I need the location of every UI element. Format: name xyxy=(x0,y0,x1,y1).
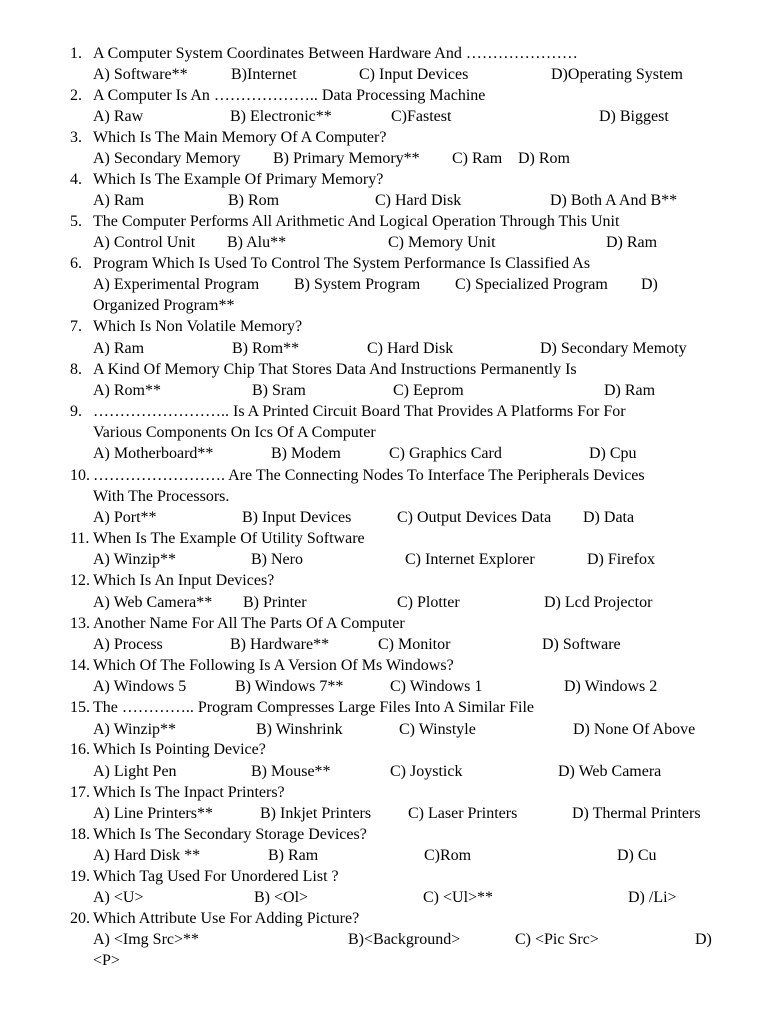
option-d: D) Web Camera xyxy=(558,763,662,780)
option-d: D) Cu xyxy=(617,847,657,864)
option-b: B) Ram xyxy=(268,847,319,864)
question-text: A Computer Is An ……………….. Data Processing Machine xyxy=(93,87,486,104)
option-c: C)Rom xyxy=(424,847,472,864)
option-a: A) Line Printers** xyxy=(93,805,213,822)
question-number: 5. xyxy=(70,213,82,230)
question-text: Which Is The Main Memory Of A Computer? xyxy=(93,129,387,146)
option-c: C) <Ul>** xyxy=(423,889,494,906)
question-text: The Computer Performs All Arithmetic And Logical Operation Through This Unit xyxy=(93,213,620,230)
option-b: B) Nero xyxy=(251,551,303,568)
option-b: B) <Ol> xyxy=(254,889,309,906)
option-d: D) /Li> xyxy=(628,889,677,906)
option-d: D) Rom xyxy=(518,150,570,167)
option-b: B) Winshrink xyxy=(256,721,343,738)
question-number: 16. xyxy=(70,741,90,758)
question-text: Which Is The Inpact Printers? xyxy=(93,784,285,801)
question-number: 19. xyxy=(70,868,90,885)
option-b: B) Primary Memory** xyxy=(273,150,420,167)
option-c: C) Hard Disk xyxy=(375,192,462,209)
question-text: Another Name For All The Parts Of A Computer xyxy=(93,615,405,632)
option-b: B) Modem xyxy=(271,445,341,462)
question-number: 14. xyxy=(70,657,90,674)
option-d-continuation: Organized Program** xyxy=(93,297,235,314)
option-b: B) Hardware** xyxy=(230,636,330,653)
option-b: B) Printer xyxy=(243,594,307,611)
option-c: C) Eeprom xyxy=(393,382,464,399)
question-text-continuation: With The Processors. xyxy=(93,488,230,505)
question-number: 4. xyxy=(70,171,82,188)
question-number: 18. xyxy=(70,826,90,843)
option-a: A) Rom** xyxy=(93,382,161,399)
question-text: …………………….. Is A Printed Circuit Board That Provides A Platforms For For xyxy=(93,403,626,420)
question-number: 20. xyxy=(70,910,90,927)
option-c: C) Graphics Card xyxy=(389,445,502,462)
option-c: C) Joystick xyxy=(390,763,463,780)
option-c: C) Output Devices Data xyxy=(397,509,552,526)
option-a: A) Ram xyxy=(93,340,145,357)
option-c: C) Memory Unit xyxy=(388,234,496,251)
question-number: 7. xyxy=(70,318,82,335)
option-b: B) Inkjet Printers xyxy=(260,805,372,822)
option-b: B) Sram xyxy=(252,382,306,399)
option-d: D)Operating System xyxy=(551,66,683,83)
option-b: B) System Program xyxy=(294,276,421,293)
option-d: D) Firefox xyxy=(587,551,655,568)
option-d: D) xyxy=(641,276,658,293)
question-text: Which Is The Secondary Storage Devices? xyxy=(93,826,367,843)
option-a: A) Experimental Program xyxy=(93,276,260,293)
option-a: A) Secondary Memory xyxy=(93,150,241,167)
option-d: D) Thermal Printers xyxy=(572,805,701,822)
question-text: ……………………. Are The Connecting Nodes To Interface The Peripherals Devices xyxy=(93,467,645,484)
option-b: B)<Background> xyxy=(348,931,461,948)
option-a: A) Web Camera** xyxy=(93,594,213,611)
question-text: Which Is The Example Of Primary Memory? xyxy=(93,171,384,188)
option-c: C) <Pic Src> xyxy=(515,931,599,948)
option-a: A) Light Pen xyxy=(93,763,177,780)
question-text: Which Is Non Volatile Memory? xyxy=(93,318,303,335)
option-d: D) Biggest xyxy=(599,108,669,125)
option-b: B) Electronic** xyxy=(230,108,332,125)
option-d: D) Cpu xyxy=(589,445,637,462)
option-d: D) Ram xyxy=(604,382,656,399)
question-number: 3. xyxy=(70,129,82,146)
option-a: A) Software** xyxy=(93,66,188,83)
option-a: A) Winzip** xyxy=(93,721,177,738)
question-text: Which Is An Input Devices? xyxy=(93,572,275,589)
question-text-continuation: Various Components On Ics Of A Computer xyxy=(93,424,376,441)
option-c: C) Laser Printers xyxy=(408,805,518,822)
question-text: Which Tag Used For Unordered List ? xyxy=(93,868,339,885)
option-c: C) Specialized Program xyxy=(455,276,608,293)
option-b: B)Internet xyxy=(231,66,297,83)
question-text: When Is The Example Of Utility Software xyxy=(93,530,365,547)
question-text: Which Of The Following Is A Version Of Ms Windows? xyxy=(93,657,454,674)
option-a: A) Port** xyxy=(93,509,157,526)
option-c: C) Ram xyxy=(452,150,503,167)
question-text: Which Is Pointing Device? xyxy=(93,741,266,758)
option-b: B) Windows 7** xyxy=(235,678,344,695)
option-d: D) Both A And B** xyxy=(550,192,678,209)
option-a: A) <U> xyxy=(93,889,144,906)
question-number: 9. xyxy=(70,403,82,420)
option-c: C) Internet Explorer xyxy=(405,551,535,568)
option-d: D) Lcd Projector xyxy=(544,594,653,611)
option-d: D) None Of Above xyxy=(573,721,696,738)
option-d: D) Secondary Memoty xyxy=(540,340,687,357)
question-text: The ………….. Program Compresses Large Files Into A Similar File xyxy=(93,699,534,716)
option-c: C) Monitor xyxy=(378,636,451,653)
question-text: Which Attribute Use For Adding Picture? xyxy=(93,910,360,927)
question-number: 8. xyxy=(70,361,82,378)
option-a: A) Raw xyxy=(93,108,144,125)
question-number: 6. xyxy=(70,255,82,272)
question-number: 11. xyxy=(70,530,90,547)
question-number: 10. xyxy=(70,467,90,484)
option-a: A) Process xyxy=(93,636,163,653)
option-a: A) Hard Disk ** xyxy=(93,847,201,864)
option-b: B) Rom xyxy=(228,192,280,209)
option-c: C)Fastest xyxy=(391,108,452,125)
option-a: A) Ram xyxy=(93,192,145,209)
question-text: Program Which Is Used To Control The System Performance Is Classified As xyxy=(93,255,591,272)
option-a: A) <Img Src>** xyxy=(93,931,200,948)
question-text: A Computer System Coordinates Between Hardware And ………………… xyxy=(93,45,578,62)
option-c: C) Winstyle xyxy=(399,721,476,738)
question-number: 2. xyxy=(70,87,82,104)
option-b: B) Rom** xyxy=(232,340,300,357)
option-a: A) Control Unit xyxy=(93,234,196,251)
question-number: 15. xyxy=(70,699,90,716)
question-number: 12. xyxy=(70,572,90,589)
option-c: C) Windows 1 xyxy=(390,678,483,695)
option-d-continuation: <P> xyxy=(93,952,120,969)
question-number: 17. xyxy=(70,784,90,801)
option-d: D) Data xyxy=(583,509,635,526)
option-b: B) Input Devices xyxy=(242,509,352,526)
option-a: A) Winzip** xyxy=(93,551,177,568)
option-a: A) Motherboard** xyxy=(93,445,214,462)
option-a: A) Windows 5 xyxy=(93,678,187,695)
option-c: C) Plotter xyxy=(397,594,460,611)
option-d: D) Software xyxy=(542,636,621,653)
option-d: D) xyxy=(695,931,712,948)
option-c: C) Input Devices xyxy=(359,66,469,83)
option-d: D) Windows 2 xyxy=(564,678,658,695)
option-d: D) Ram xyxy=(606,234,658,251)
question-text: A Kind Of Memory Chip That Stores Data And Instructions Permanently Is xyxy=(93,361,577,378)
question-number: 13. xyxy=(70,615,90,632)
option-b: B) Mouse** xyxy=(251,763,331,780)
question-number: 1. xyxy=(70,45,82,62)
option-c: C) Hard Disk xyxy=(367,340,454,357)
option-b: B) Alu** xyxy=(227,234,287,251)
